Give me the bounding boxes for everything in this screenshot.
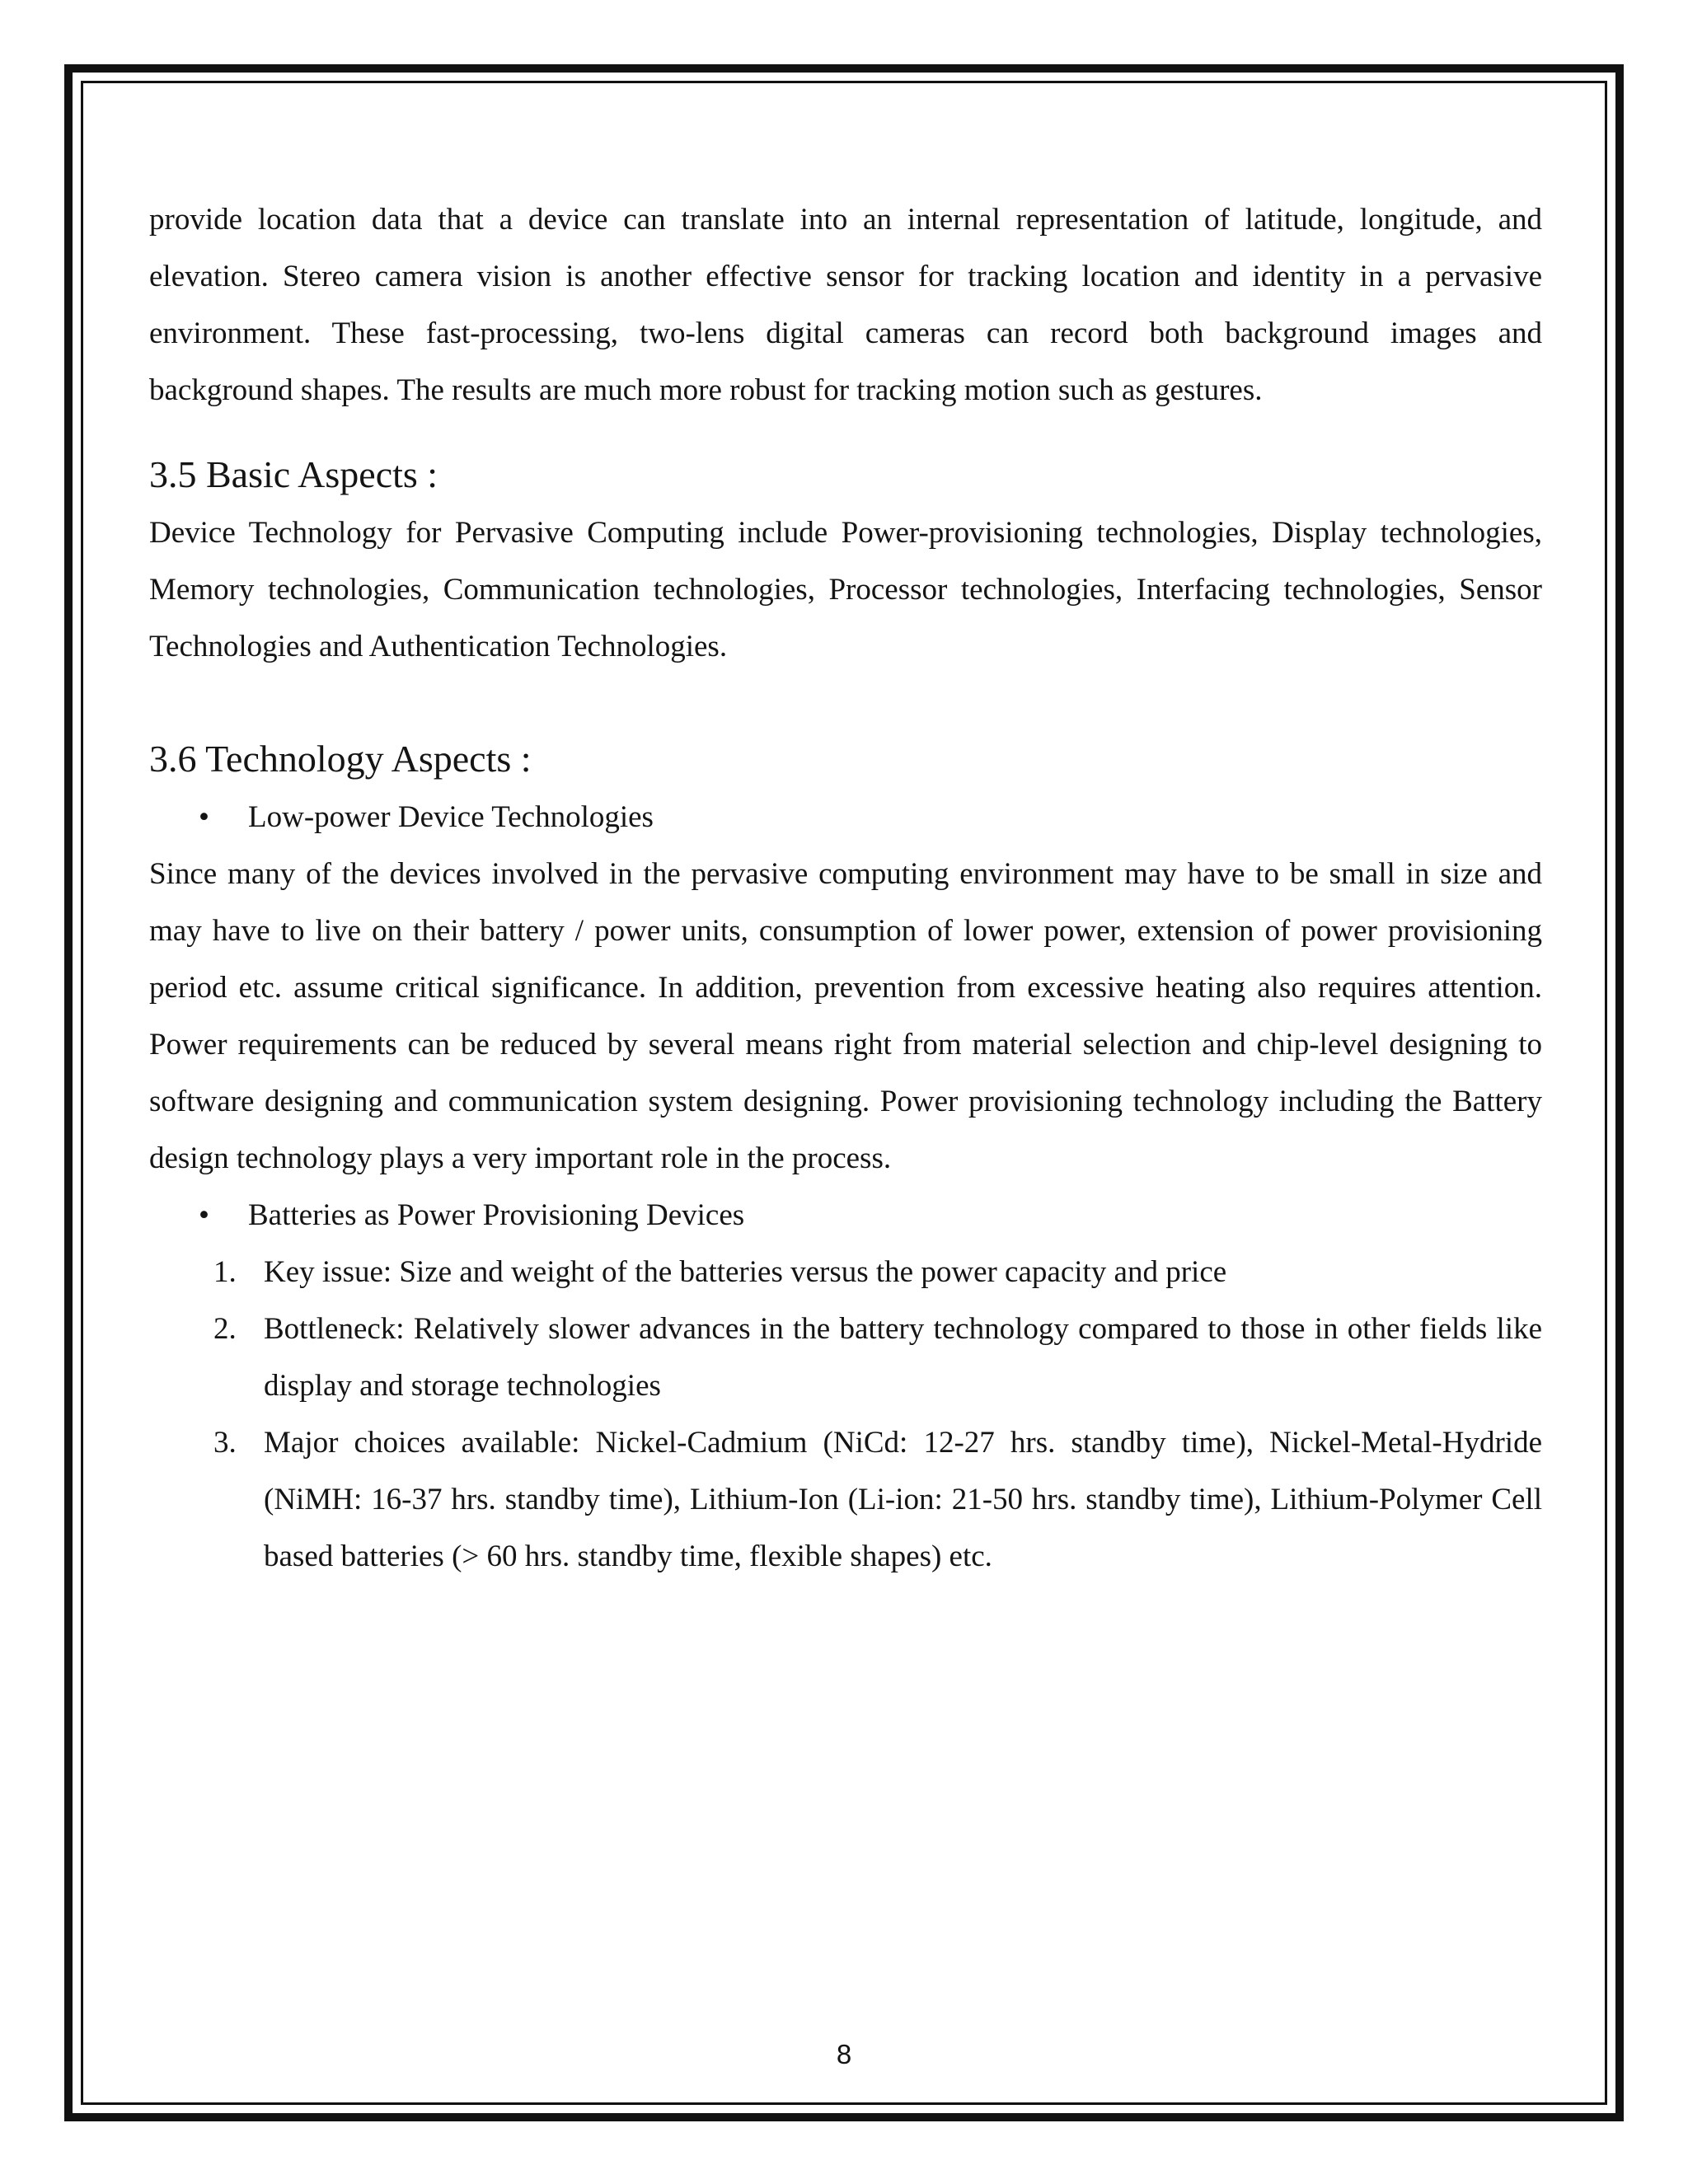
bullet-item-batteries: [149, 1187, 1542, 1244]
list-number: 1.: [213, 1255, 237, 1289]
bullet-item-low-power: [149, 789, 1542, 846]
list-text: Major choices available: Nickel-Cadmium (NiCd: 12-27 hrs. standby time), Nickel-Metal-Hydride (NiMH: 16-37 hrs. standby time), Lithium-Ion (Li-ion: 21-50 hrs. standby time), Lithium-Polymer Cell based batteries (> 60 hrs. standby time, flexible shapes) etc.: [264, 1426, 1542, 1573]
intro-paragraph: provide location data that a device can translate into an internal representation of latitude, longitude, and elevation. Stereo camera vision is another effective sensor for tracking location and identity in a pervasive environment. These fast-processing, two-lens digital cameras can record both background images and background shapes. The results are much more robust for tracking motion such as gestures.: [149, 203, 1542, 407]
list-number: 3.: [213, 1426, 237, 1460]
numbered-list-batteries: [149, 1244, 1542, 1585]
basic-aspects-paragraph: Device Technology for Pervasive Computing include Power-provisioning technologies, Display technologies, Memory technologies, Communication technologies, Processor technologies, Interfacing technologies, Sensor Technologies and Authentication Technologies.: [149, 516, 1542, 663]
heading-basic-aspects: 3.5 Basic Aspects :: [149, 453, 438, 495]
bullet-marker: •: [199, 1198, 209, 1232]
list-number: 2.: [213, 1312, 237, 1346]
page-number: 8: [836, 2039, 852, 2069]
list-item: [149, 1414, 1542, 1585]
bullet-label: Batteries as Power Provisioning Devices: [248, 1198, 745, 1232]
list-text: Key issue: Size and weight of the batteries versus the power capacity and price: [264, 1255, 1227, 1289]
bullet-list-batteries: [149, 1187, 1542, 1244]
bullet-label: Low-power Device Technologies: [248, 800, 654, 834]
low-power-paragraph: Since many of the devices involved in the pervasive computing environment may have to be small in size and may have to live on their battery / power units, consumption of lower power, extension of power provisioning period etc. assume critical significance. In addition, prevention from excessive heating also requires attention. Power requirements can be reduced by several means right from material selection and chip-level designing to software designing and communication system designing. Power provisioning technology including the Battery design technology plays a very important role in the process.: [149, 857, 1542, 1175]
list-item: [149, 1301, 1542, 1414]
page-content: [149, 191, 1542, 1585]
list-item: [149, 1244, 1542, 1301]
bullet-list-low-power: [149, 789, 1542, 846]
list-text: Bottleneck: Relatively slower advances in the battery technology compared to those in other fields like display and storage technologies: [264, 1312, 1542, 1403]
bullet-marker: •: [199, 800, 209, 834]
heading-technology-aspects: 3.6 Technology Aspects :: [149, 738, 532, 780]
